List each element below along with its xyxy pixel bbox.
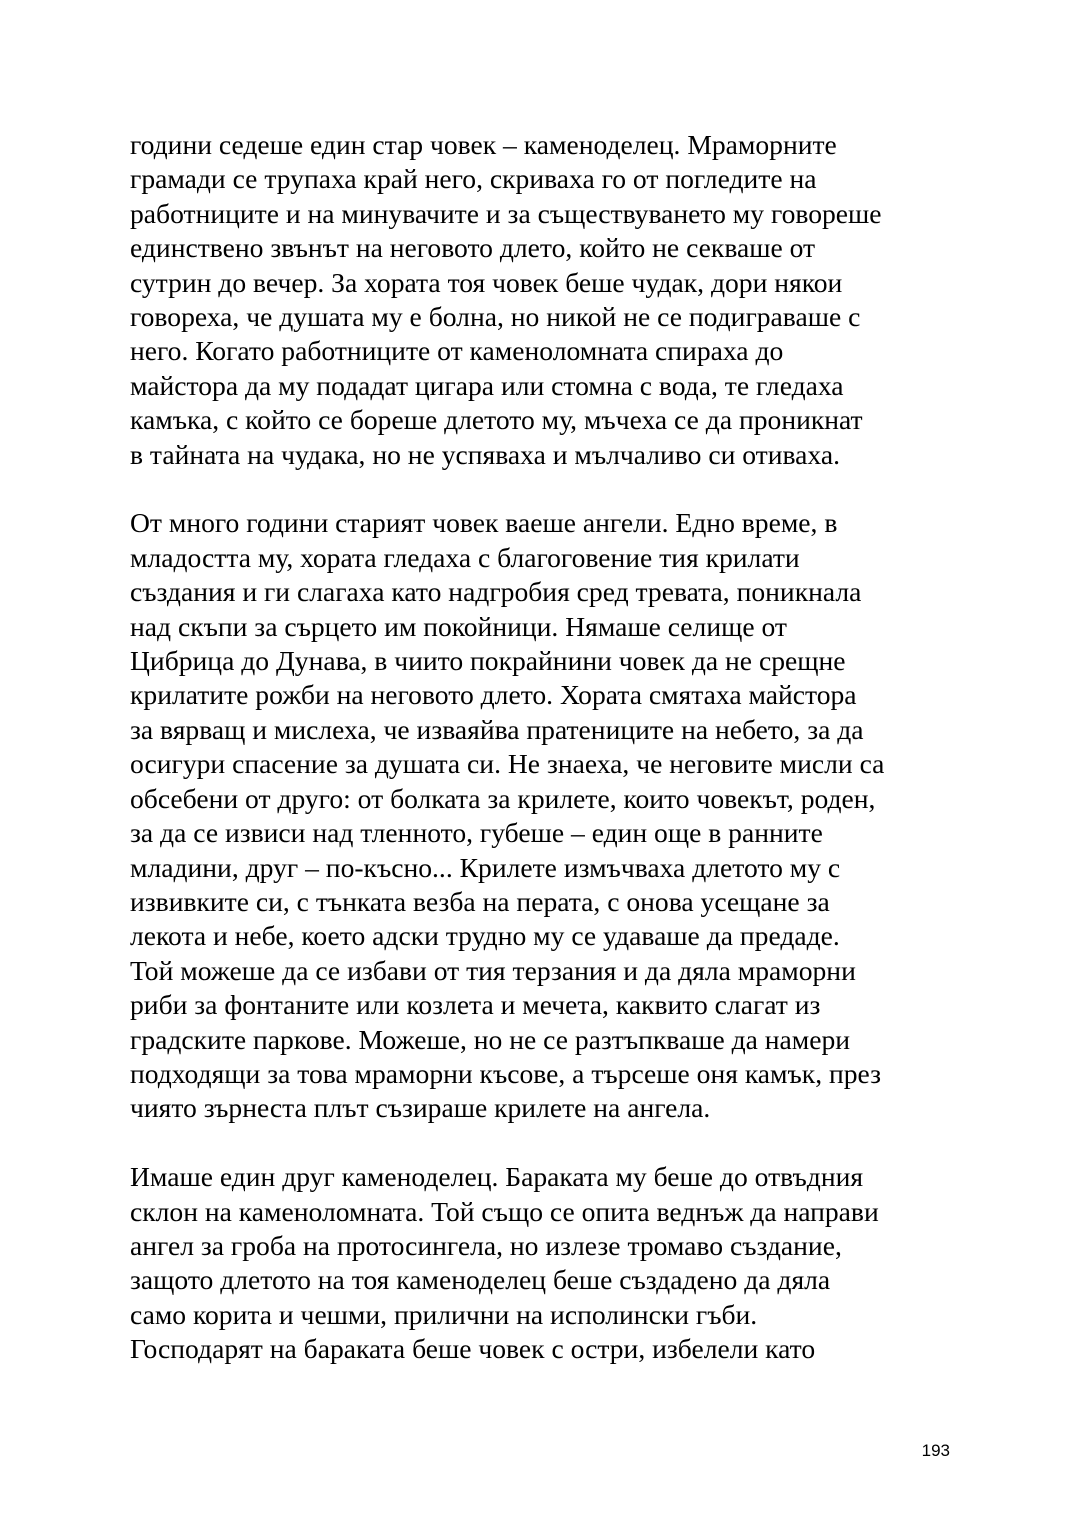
text-body	[130, 128, 955, 1367]
text-line: само корита и чешми, прилични на исполински гъби.	[130, 1298, 758, 1330]
page-number: 193	[921, 1441, 950, 1460]
text-line: над скъпи за сърцето им покойници. Нямаше селище от	[130, 610, 787, 642]
paragraph	[130, 1160, 955, 1366]
text-line: говореха, че душата му е болна, но никой не се подиграваше с	[130, 301, 861, 333]
text-line: Цибрица до Дунава, в чиито покрайнини човек да не срещне	[130, 645, 846, 677]
text-line: риби за фонтаните или козлета и мечета, каквито слагат из	[130, 989, 821, 1021]
paragraph	[130, 128, 955, 472]
text-line: Той можеше да се избави от тия терзания и да дяла мраморни	[130, 954, 856, 986]
text-line: грамади се трупаха край него, скриваха го от погледите на	[130, 163, 817, 195]
text-line: извивките си, с тънката везба на перата, с онова усещане за	[130, 885, 830, 917]
text-line: в тайната на чудака, но не успяваха и мълчаливо си отиваха.	[130, 438, 840, 470]
text-line: склон на каменоломната. Той също се опита веднъж да направи	[130, 1195, 879, 1227]
text-line: защото длетото на тоя каменоделец беше създадено да дяла	[130, 1264, 831, 1296]
text-line: ангел за гроба на протосингела, но излезе тромаво създание,	[130, 1229, 842, 1261]
text-line: камъка, с който се бореше длетото му, мъчеха се да проникнат	[130, 404, 863, 436]
text-line: младостта му, хората гледаха с благоговение тия крилати	[130, 541, 800, 573]
text-line: лекота и небе, което адски трудно му се удаваше да предаде.	[130, 920, 840, 952]
text-line: градските паркове. Можеше, но не се разтъпкваше да намери	[130, 1023, 851, 1055]
text-line: сутрин до вечер. За хората тоя човек беше чудак, дори някои	[130, 266, 843, 298]
text-line: него. Когато работниците от каменоломната спираха до	[130, 335, 784, 367]
text-line: Имаше един друг каменоделец. Бараката му беше до отвъдния	[130, 1161, 864, 1193]
text-line: години седеше един стар човек – каменоделец. Мраморните	[130, 129, 837, 160]
text-line: крилатите рожби на неговото длето. Хората смятаха майстора	[130, 679, 857, 711]
text-line: майстора да му подадат цигара или стомна с вода, те гледаха	[130, 369, 844, 401]
text-line: подходящи за това мраморни късове, а търсеше оня камък, през	[130, 1057, 882, 1089]
text-line: единствено звънът на неговото длето, който не секваше от	[130, 232, 816, 264]
text-line: чиято зърнеста плът съзираше крилете на ангела.	[130, 1092, 711, 1124]
text-line: Господарят на бараката беше човек с остри, избелели като	[130, 1333, 816, 1365]
text-line: за да се извиси над тленното, губеше – един още в ранните	[130, 817, 823, 849]
paragraph	[130, 506, 955, 1125]
text-line: младини, друг – по-късно... Крилете измъчваха длетото му с	[130, 851, 841, 883]
text-line: осигури спасение за душата си. Не знаеха, че неговите мисли са	[130, 748, 885, 780]
text-line: за вярващ и мислеха, че изваяйва пратениците на небето, за да	[130, 713, 864, 745]
text-line: работниците и на минувачите и за съществуването му говореше	[130, 197, 882, 229]
text-line: От много години старият човек ваеше ангели. Едно време, в	[130, 507, 838, 539]
text-line: обсебени от друго: от болката за крилете, които човекът, роден,	[130, 782, 876, 814]
text-line: създания и ги слагаха като надгробия сред тревата, поникнала	[130, 576, 862, 608]
